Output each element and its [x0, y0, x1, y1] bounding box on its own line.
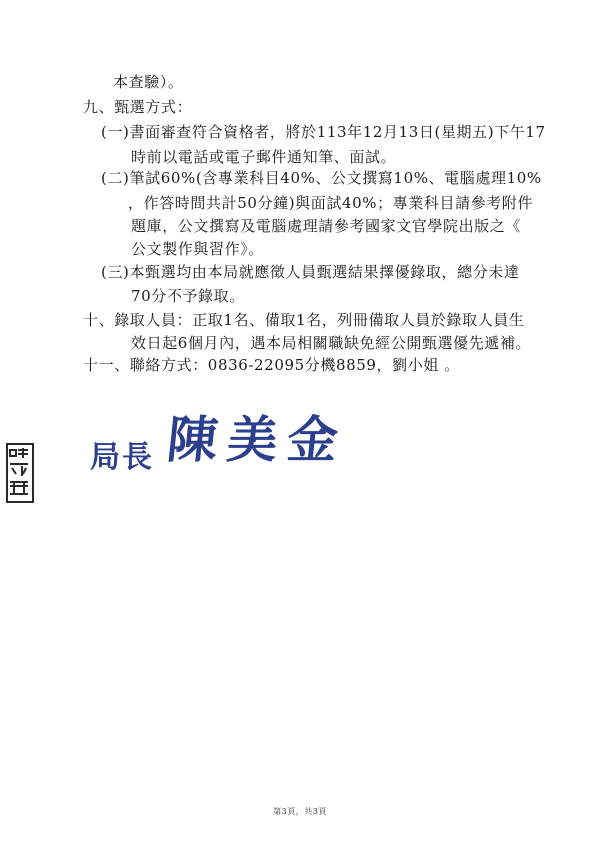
text-line-9: (三)本甄選均由本局就應徵人員甄選結果擇優錄取，總分未達 [101, 263, 520, 281]
page-number: 第3頁，共3頁 [273, 807, 327, 816]
text-line-10: 70分不予錄取。 [131, 287, 245, 305]
section-heading-10: 十、錄取人員：正取1名、備取1名，列冊備取人員於錄取人員生 [83, 311, 525, 329]
text-line-5: (二)筆試60%(含專業科目40%、公文撰寫10%、電腦處理10% [101, 169, 542, 187]
text-line-12: 效日起6個月內，遇本局相關職缺免經公開甄選優先遞補。 [131, 334, 532, 352]
text-line-6: ，作答時間共計50分鐘)與面試40%；專業科目請參考附件 [128, 194, 534, 212]
director-signature [90, 400, 351, 475]
text-line-8: 公文製作與習作》。 [131, 240, 264, 258]
text-line-4: 時前以電話或電子郵件通知筆、面試。 [131, 148, 397, 166]
section-heading-9: 九、甄選方式： [83, 98, 193, 116]
signature-title: 局長 [90, 440, 154, 475]
section-heading-11: 十一、聯絡方式：0836-22095分機8859，劉小姐 。 [83, 356, 460, 374]
text-line-1: 本查驗）。 [113, 73, 184, 91]
text-line-3: (一)書面審查符合資格者，將於113年12月13日(星期五)下午17 [101, 123, 546, 141]
text-line-7: 題庫，公文撰寫及電腦處理請參考國家文官學院出版之《 [131, 217, 522, 235]
signature-name: 陳美金 [164, 410, 351, 469]
official-seal [4, 442, 34, 504]
